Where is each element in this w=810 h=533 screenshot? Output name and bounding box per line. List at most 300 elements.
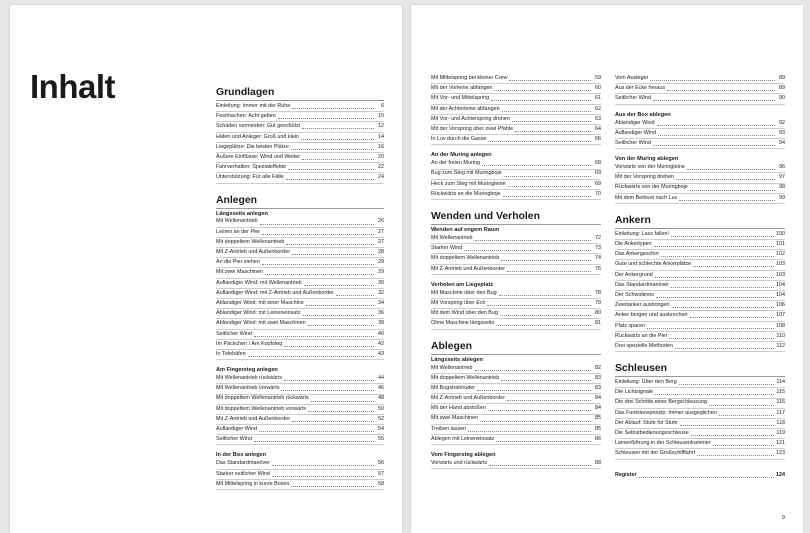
entry-title: Vorwärts und rückwärts (431, 460, 488, 467)
entry-title: Mit Wellenantrieb (431, 235, 473, 242)
entry-page: 93 (779, 129, 785, 136)
entry-page: 88 (595, 460, 601, 467)
spacer (216, 184, 384, 195)
toc-entry (431, 190, 601, 200)
entry-title: Auflandiger Wind: mit Wellenantrieb (216, 279, 302, 286)
entry-title: Der Ablauf: Stufe für Stufe (615, 419, 678, 426)
subsection-heading: In der Box anlegen (216, 452, 267, 459)
entry-page: 38 (378, 320, 384, 327)
dot-leader (292, 108, 374, 109)
dot-leader (262, 234, 374, 235)
dot-leader (661, 256, 774, 257)
dot-leader (655, 394, 774, 395)
toc-entry (216, 470, 384, 480)
entry-title: Ablandiger Wind: mit Leineneinsatz (216, 310, 301, 317)
toc-entry (615, 173, 785, 183)
toc-entry (615, 271, 785, 281)
dot-leader (709, 405, 774, 406)
toc-entry (216, 228, 384, 238)
entry-page: 52 (378, 415, 384, 422)
entry-title: Gute und schlechte Ankerplätze (615, 261, 692, 268)
dot-leader (278, 118, 374, 119)
entry-title: Mit Z-Antrieb und Außenborder (431, 395, 506, 402)
entry-page: 63 (595, 115, 601, 122)
entry-title: Ablandiger Wind (615, 119, 655, 126)
toc-entry (431, 394, 601, 404)
toc-column-1 (216, 87, 384, 490)
entry-page: 54 (378, 426, 384, 433)
entry-page: 10 (378, 113, 384, 120)
entry-page: 104 (776, 281, 785, 288)
toc-entry (216, 330, 384, 340)
entry-title: Ablandiger Wind: mit zwei Maschinen (216, 320, 306, 327)
entry-title: Mit dem Beiboot nach Luv (615, 194, 678, 201)
entry-page: 44 (378, 375, 384, 382)
entry-page: 59 (595, 74, 601, 81)
entry-title: Festmachen: Acht geben (216, 113, 276, 120)
toc-entry (216, 405, 384, 415)
toc-entry (216, 435, 384, 445)
toc-entry (615, 378, 785, 388)
entry-title: In Tidehäfen (216, 350, 246, 357)
entry-title: Ohne Maschine längsseits (431, 320, 495, 327)
entry-title: Äußere Einflüsse: Wind und Wetter (216, 153, 301, 160)
entry-title: Im Päckchen / Am Kopfsteg (216, 340, 283, 347)
dot-leader (690, 190, 775, 191)
entry-page: 36 (378, 310, 384, 317)
toc-entry (431, 254, 601, 264)
entry-title: Vom Ausleger (615, 74, 649, 81)
entry-page: 69 (595, 180, 601, 187)
entry-page: 6 (381, 102, 384, 109)
entry-page: 22 (378, 164, 384, 171)
dot-leader (487, 305, 591, 306)
dot-leader (672, 307, 774, 308)
dot-leader (653, 145, 775, 146)
dot-leader (272, 465, 374, 466)
spacer (431, 330, 601, 341)
dot-leader (336, 295, 374, 296)
entry-title: Das Standardmanöver (615, 281, 669, 288)
dot-leader (496, 441, 591, 442)
entry-page: 76 (595, 265, 601, 272)
entry-page: 69 (595, 170, 601, 177)
subsection-heading: Wenden auf engem Raum (431, 227, 500, 234)
entry-title: Mit der Vorspring über zwei Pfähle (431, 125, 514, 132)
entry-page: 108 (776, 322, 785, 329)
toc-entry (615, 281, 785, 291)
toc-entry (216, 425, 384, 435)
entry-page: 34 (378, 299, 384, 306)
subsection-heading: Von der Muring ablegen (615, 156, 679, 163)
toc-entry (216, 459, 384, 469)
entry-page: 12 (378, 123, 384, 130)
entry-page: 85 (595, 425, 601, 432)
dot-leader (306, 305, 374, 306)
dot-leader (302, 159, 374, 160)
dot-leader (675, 348, 775, 349)
dot-leader (304, 285, 374, 286)
entry-page: 117 (776, 409, 785, 416)
toc-entry (615, 240, 785, 250)
dot-leader (308, 325, 374, 326)
dot-leader (501, 260, 591, 261)
entry-title: Auflandiger Wind (216, 426, 258, 433)
subsection-heading: Längsseits ablegen (431, 356, 483, 363)
entry-title: Mit dem Wind über den Bug (431, 310, 498, 317)
entry-title: Mit zwei Maschinen (431, 415, 479, 422)
toc-entry (615, 332, 785, 342)
toc-entry (431, 459, 601, 469)
toc-entry (216, 289, 384, 299)
entry-page: 102 (776, 251, 785, 258)
toc-entry (615, 194, 785, 204)
entry-title: Die Ankertypen (615, 241, 652, 248)
entry-page: 123 (776, 450, 785, 457)
entry-title: Schleusen mit der Großschifffahrt (615, 450, 696, 457)
section-heading: Wenden und Verholen (431, 211, 601, 225)
entry-page: 116 (776, 399, 785, 406)
entry-page: 55 (378, 436, 384, 443)
entry-page: 42 (378, 340, 384, 347)
entry-page: 73 (595, 245, 601, 252)
entry-page: 27 (378, 228, 384, 235)
entry-title: Mit doppeltem Wellenantrieb rückwärts (216, 395, 309, 402)
toc-entry (615, 260, 785, 270)
entry-page: 85 (595, 415, 601, 422)
entry-page: 56 (378, 460, 384, 467)
dot-leader (502, 111, 591, 112)
entry-page: 119 (776, 430, 785, 437)
dot-leader (292, 254, 374, 255)
dot-leader (504, 176, 591, 177)
entry-page: 70 (595, 190, 601, 197)
entry-page: 58 (378, 480, 384, 487)
toc-entry (615, 439, 785, 449)
toc-entry (216, 340, 384, 350)
toc-entry (216, 268, 384, 278)
dot-leader (262, 264, 374, 265)
toc-entry (216, 258, 384, 268)
dot-leader (488, 410, 591, 411)
entry-title: Mit doppeltem Wellenantrieb vorwärts (216, 405, 307, 412)
entry-title: Mit Maschine über den Bug (431, 289, 497, 296)
left-page (10, 5, 402, 533)
toc-entry (216, 153, 384, 163)
right-page (411, 5, 803, 533)
entry-page: 81 (595, 320, 601, 327)
entry-title: Treiben lassen (431, 425, 467, 432)
dot-leader (311, 401, 374, 402)
entry-title: Mit der Hand abstoßen (431, 405, 486, 412)
entry-page: 124 (776, 471, 785, 478)
entry-page: 97 (779, 174, 785, 181)
entry-page: 78 (595, 289, 601, 296)
entry-page: 57 (378, 470, 384, 477)
toc-entry (615, 129, 785, 139)
dot-leader (687, 169, 775, 170)
dot-leader (489, 465, 591, 466)
toc-entry (216, 122, 384, 132)
dot-leader (254, 441, 374, 442)
entry-title: Mit Mittelspring bei kleiner Crew (431, 74, 508, 81)
toc-entry (615, 94, 785, 104)
toc-entry (216, 238, 384, 248)
entry-title: Rückwärts von der Muringboje (615, 184, 688, 191)
dot-leader (697, 455, 774, 456)
toc-entry-register (615, 471, 785, 480)
entry-page: 103 (776, 271, 785, 278)
entry-title: Die Selbstbedienungsschleuse (615, 430, 689, 437)
entry-title: Mit Vor- und Achterspring drehen (431, 115, 510, 122)
toc-entry (431, 309, 601, 319)
entry-title: Mit der Achterleine abfangen (431, 105, 500, 112)
dot-leader (272, 476, 374, 477)
entry-page: 83 (595, 384, 601, 391)
toc-entry (431, 84, 601, 94)
dot-leader (265, 274, 374, 275)
dot-leader (496, 325, 591, 326)
entry-title: Zweitanker ausbringen (615, 302, 670, 309)
entry-title: Einleitung: Immer mit der Ruhe (216, 102, 291, 109)
toc-entry (216, 395, 384, 405)
subsection-heading: Vom Fingersteg ablegen (431, 452, 496, 459)
entry-page: 16 (378, 143, 384, 150)
toc-entry (431, 115, 601, 125)
entry-page: 66 (595, 136, 601, 143)
section-heading: Ankern (615, 215, 785, 229)
entry-page: 100 (776, 230, 785, 237)
dot-leader (656, 297, 774, 298)
entry-page: 110 (776, 332, 785, 339)
entry-page: 50 (378, 405, 384, 412)
toc-entry (615, 429, 785, 439)
entry-page: 28 (378, 249, 384, 256)
dot-leader (507, 400, 591, 401)
entry-page: 43 (378, 350, 384, 357)
toc-entry (431, 74, 601, 84)
dot-leader (284, 346, 374, 347)
dot-leader (667, 90, 775, 91)
entry-page: 106 (776, 302, 785, 309)
entry-title: Das Ankergeschirr (615, 251, 660, 258)
entry-title: Mit Wellenantrieb (216, 218, 258, 225)
dot-leader (654, 246, 774, 247)
toc-entry (216, 173, 384, 183)
entry-page: 60 (595, 85, 601, 92)
toc-entry (431, 234, 601, 244)
entry-page: 46 (378, 385, 384, 392)
entry-title: Mit Bugstrahlruder (431, 384, 476, 391)
dot-leader (499, 295, 591, 296)
toc-entry (431, 319, 601, 329)
toc-entry (431, 170, 601, 180)
toc-entry (216, 299, 384, 309)
entry-title: Fahrverhalten: Spezialeffekte (216, 164, 287, 171)
dot-leader (676, 179, 775, 180)
dot-leader (679, 200, 775, 201)
toc-entry (615, 399, 785, 409)
entry-title: Platz sparen (615, 322, 645, 329)
dot-leader (303, 315, 375, 316)
toc-entry (216, 384, 384, 394)
entry-title: Unterstützung: Für alle Fälle (216, 174, 284, 181)
dot-leader (475, 370, 591, 371)
dot-leader (291, 149, 374, 150)
dot-leader (653, 100, 775, 101)
dot-leader (508, 186, 591, 187)
entry-title: In Luv durch die Gasse (431, 136, 487, 143)
entry-title: Mit Wellenantrieb vorwärts (216, 385, 280, 392)
dot-leader (679, 384, 775, 385)
section-heading: Grundlagen (216, 87, 384, 101)
toc-entry (216, 319, 384, 329)
toc-entry (216, 218, 384, 228)
toc-entry (431, 384, 601, 394)
entry-page: 64 (595, 125, 601, 132)
dot-leader (477, 390, 591, 391)
entry-page: 112 (776, 342, 785, 349)
dot-leader (691, 435, 775, 436)
toc-entry (615, 74, 785, 84)
entry-title: Mit Z-Antrieb und Außenborder (216, 415, 291, 422)
dot-leader (713, 445, 774, 446)
toc-entry (431, 364, 601, 374)
entry-title: Rückwärts an die Pier (615, 332, 668, 339)
dot-leader (639, 477, 774, 478)
toc-entry (431, 105, 601, 115)
entry-page: 83 (595, 374, 601, 381)
toc-entry (431, 180, 601, 190)
dot-leader (650, 80, 775, 81)
toc-entry (216, 309, 384, 319)
entry-page: 99 (779, 194, 785, 201)
dot-leader (488, 141, 591, 142)
toc-entry (216, 415, 384, 425)
toc-entry (431, 299, 601, 309)
entry-page: 82 (595, 364, 601, 371)
entry-page: 84 (595, 405, 601, 412)
dot-leader (680, 425, 775, 426)
entry-page: 24 (378, 174, 384, 181)
toc-entry (216, 374, 384, 384)
subsection-heading: Längsseits anlegen (216, 210, 268, 217)
entry-page: 29 (378, 259, 384, 266)
dot-leader (248, 356, 374, 357)
entry-page: 62 (595, 105, 601, 112)
entry-title: Die drei Schritte einer Bergschleusung (615, 399, 707, 406)
entry-page: 20 (378, 153, 384, 160)
dot-leader (669, 338, 774, 339)
entry-title: Mit zwei Maschinen (216, 269, 264, 276)
section-heading: Anlegen (216, 195, 384, 209)
entry-page: 40 (378, 330, 384, 337)
entry-page: 98 (779, 184, 785, 191)
dot-leader (480, 421, 591, 422)
toc-entry (615, 322, 785, 332)
entry-title: Starker Wind (431, 245, 463, 252)
toc-entry (431, 135, 601, 145)
dot-leader (512, 121, 591, 122)
toc-entry (431, 415, 601, 425)
entry-page: 84 (595, 395, 601, 402)
entry-title: Der Schwoikreis (615, 291, 654, 298)
toc-entry (431, 435, 601, 445)
entry-title: Heck zum Steg mit Muringleine (431, 180, 506, 187)
dot-leader (657, 125, 775, 126)
toc-entry (216, 163, 384, 173)
entry-title: Die Lichtsignale (615, 389, 654, 396)
subsection-heading: Verholen am Liegeplatz (431, 281, 494, 288)
dot-leader (286, 179, 374, 180)
entry-page: 61 (595, 95, 601, 102)
dot-leader (482, 165, 591, 166)
entry-page: 89 (779, 85, 785, 92)
dot-leader (260, 224, 374, 225)
entry-page: 86 (595, 435, 601, 442)
dot-leader (491, 100, 591, 101)
toc-entry (615, 388, 785, 398)
toc-entry (431, 159, 601, 169)
toc-entry (216, 102, 384, 112)
subsection-heading: Am Fingersteg anlegen (216, 367, 278, 374)
entry-page: 27 (378, 238, 384, 245)
entry-title: Mit Vorspring über Eck (431, 299, 486, 306)
toc-entry (615, 409, 785, 419)
toc-entry (615, 311, 785, 321)
entry-page: 29 (378, 269, 384, 276)
spacer (615, 204, 785, 215)
dot-leader (292, 421, 374, 422)
toc-entry (615, 119, 785, 129)
toc-column-3 (615, 74, 785, 480)
toc-entry (216, 350, 384, 360)
entry-page: 94 (779, 139, 785, 146)
dot-leader (507, 271, 591, 272)
dot-leader (501, 380, 591, 381)
dot-leader (690, 317, 774, 318)
subsection-heading: An der Muring anlegen (431, 152, 492, 159)
toc-entry (615, 139, 785, 149)
toc-entry (615, 230, 785, 240)
entry-title: Leinen an der Pier (216, 228, 261, 235)
entry-title: Mit doppeltem Wellenantrieb (431, 255, 500, 262)
toc-entry (615, 84, 785, 94)
entry-title: Mit Wellenantrieb (431, 364, 473, 371)
page-title: Inhalt (30, 68, 115, 105)
entry-page: 114 (776, 379, 785, 386)
dot-leader (254, 336, 374, 337)
toc-entry (216, 480, 384, 490)
toc-entry (431, 265, 601, 275)
toc-column-2 (431, 74, 601, 469)
dot-leader (286, 244, 374, 245)
entry-title: Drei spezielle Methoden (615, 342, 673, 349)
toc-entry (216, 112, 384, 122)
entry-page: 103 (776, 261, 785, 268)
dot-leader (284, 380, 374, 381)
entry-title: Leinenführung in der Schleusenkammer (615, 440, 711, 447)
entry-title: Häfen und Anleger: Groß und klein (216, 133, 300, 140)
dot-leader (693, 266, 774, 267)
dot-leader (308, 411, 374, 412)
entry-title: An der freien Muring (431, 160, 480, 167)
entry-page: 90 (779, 95, 785, 102)
dot-leader (500, 315, 591, 316)
toc-entry (615, 184, 785, 194)
dot-leader (658, 135, 775, 136)
entry-title: Mit doppeltem Wellenantrieb (431, 374, 500, 381)
